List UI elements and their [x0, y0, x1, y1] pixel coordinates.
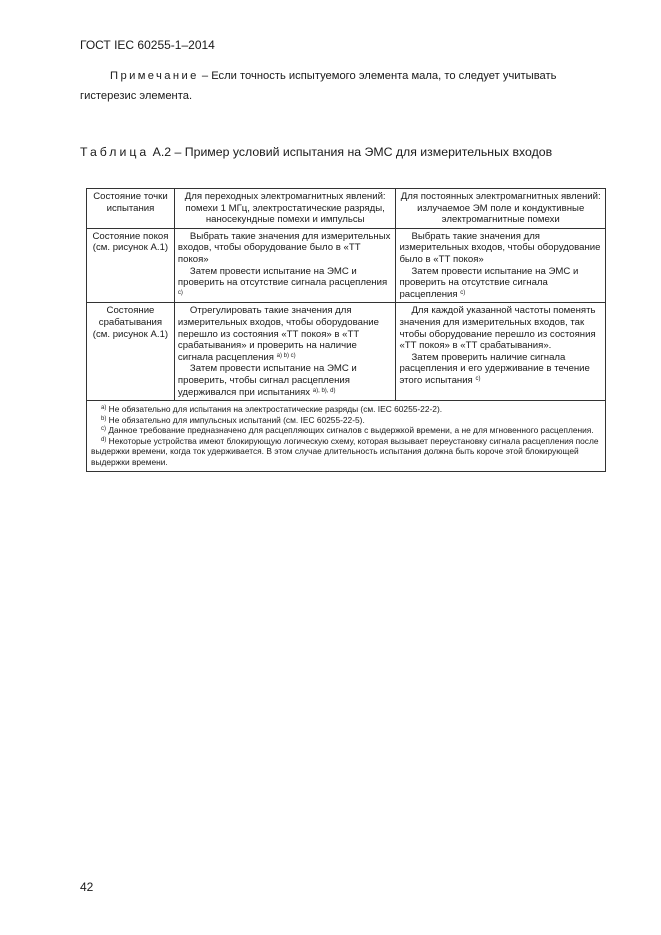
page-number: 42	[80, 880, 94, 894]
footnote: $^{d)}$ Некоторые устройства имеют блокирующую логическую схему, которая вызывает переустановку сигнала расцепления после выдержки времени, когда ток удерживается. В этом случае длительность испытания должна быть короче этой блокирующей выдержки времени.	[91, 435, 599, 467]
note-text: – Если точность испытуемого элемента мала, то следует учитывать гистерезис элемента.	[80, 70, 557, 102]
header-state: Состояние точки испытания	[87, 189, 175, 229]
table-row	[87, 228, 606, 303]
caption-lead: Таблица	[80, 145, 150, 159]
emc-test-table	[86, 188, 606, 472]
footnote-ref: c)	[475, 375, 481, 382]
cell-paragraph: Затем провести испытание на ЭМС и проверить на отсутствие сигнала расцепления $^{c)}$	[177, 265, 388, 296]
transient-cell	[174, 228, 396, 303]
table-row	[87, 303, 606, 401]
cell-paragraph: Затем провести испытание на ЭМС и проверить на отсутствие сигнала расцепления $^{c)}$	[399, 265, 579, 300]
footnote: $^{b)}$ Не обязательно для импульсных испытаний (см. IEC 60255-22-5).	[101, 414, 365, 425]
document-header: ГОСТ IEC 60255-1–2014	[80, 38, 215, 52]
footnote-ref: a) b) c)	[276, 352, 296, 359]
table-caption	[80, 141, 630, 163]
state-cell: Состояние покоя (см. рисунок А.1)	[87, 228, 175, 303]
table-footnotes-row	[87, 401, 606, 472]
footnote: $^{c)}$ Данное требование предназначено для расцепляющих сигналов с выдержкой времени, а не для мгновенного расцепления.	[101, 425, 594, 436]
table-header-row	[87, 189, 606, 229]
cell-paragraph: Выбрать такие значения для измерительных входов, чтобы оборудование было в «ТТ покоя»	[399, 230, 601, 265]
note-paragraph	[80, 66, 600, 106]
cell-paragraph: Затем проверить наличие сигнала расцепления и его удерживание в течение этого испытания $^{c)}$	[399, 351, 590, 386]
footnote: $^{a)}$ Не обязательно для испытания на электростатические разряды (см. IEC 60255-22-2).	[101, 404, 443, 415]
state-cell: Состояние срабатывания (см. рисунок А.1)	[87, 303, 175, 401]
header-continuous: Для постоянных электромагнитных явлений: излучаемое ЭМ поле и кондуктивные электромагнитные помехи	[396, 189, 606, 229]
cell-paragraph: Отрегулировать такие значения для измерительных входов, чтобы оборудование перешло из состояния «ТТ покоя» в «ТТ срабатывания» и проверить на наличие сигнала расцепления $^{a) b) c)}$	[177, 305, 379, 363]
table-footnotes	[87, 401, 606, 472]
cell-paragraph: Затем провести испытание на ЭМС и проверить, чтобы сигнал расцепления удерживался при испытаниях $^{a), b), d)}$	[177, 363, 357, 398]
footnote-ref: a), b), d)	[312, 387, 336, 394]
footnote-ref: c)	[177, 289, 183, 296]
note-lead: Примечание	[110, 70, 199, 82]
transient-cell	[174, 303, 396, 401]
footnote-ref: c)	[460, 289, 466, 296]
continuous-cell	[396, 303, 606, 401]
header-transient: Для переходных электромагнитных явлений: помехи 1 МГц, электростатические разряды, наносекундные помехи и импульсы	[174, 189, 396, 229]
continuous-cell	[396, 228, 606, 303]
caption-text: А.2 – Пример условий испытания на ЭМС для измерительных входов	[149, 145, 553, 159]
cell-paragraph: Для каждой указанной частоты поменять значения для измерительных входов, так чтобы оборудование перешло из состояния «ТТ покоя» в «ТТ срабатывания».	[399, 305, 596, 352]
cell-paragraph: Выбрать такие значения для измерительных входов, чтобы оборудование было в «ТТ покоя»	[177, 230, 391, 265]
